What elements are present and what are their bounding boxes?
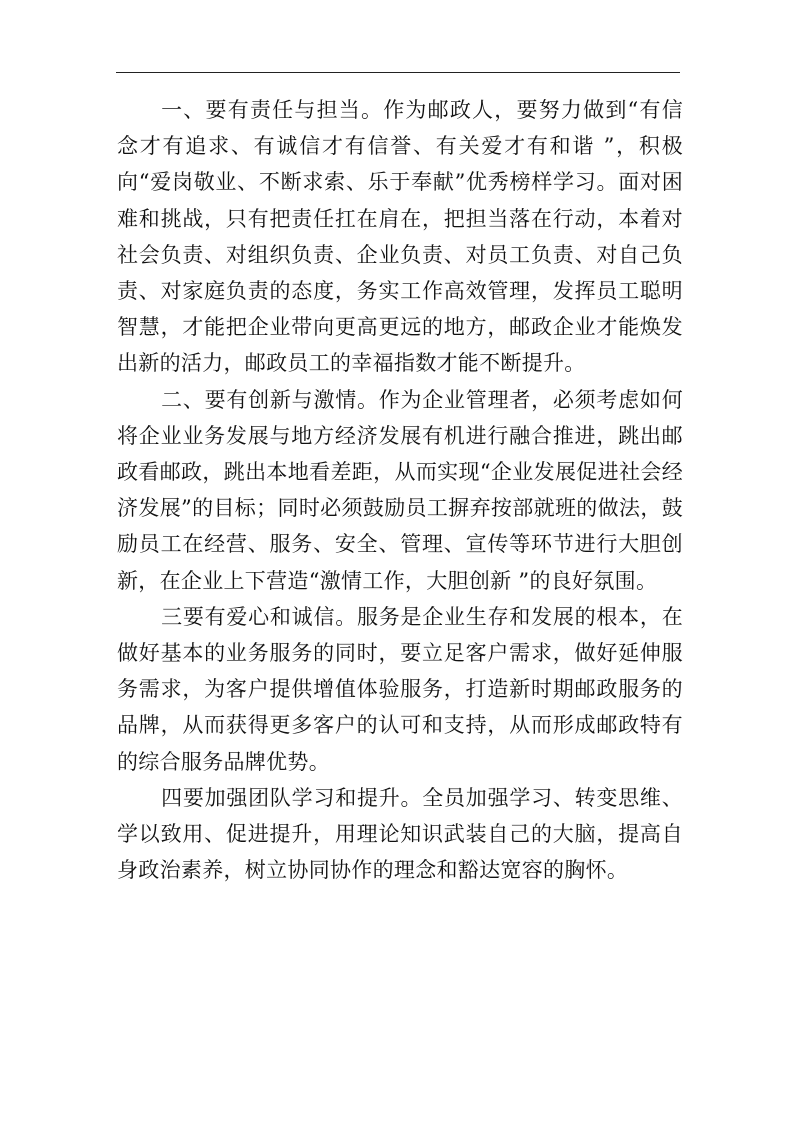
document-body (117, 92, 683, 888)
paragraph-innovation: 二、要有创新与激情。作为企业管理者，必须考虑如何将企业业务发展与地方经济发展有机进行融合推进，跳出邮政看邮政，跳出本地看差距，从而实现“企业发展促进社会经济发展”的目标；同时必须鼓励员工摒弃按部就班的做法，鼓励员工在经营、服务、安全、管理、宣传等环节进行大胆创新，在企业上下营造“激情工作，大胆创新 ”的良好氛围。 (117, 387, 683, 593)
header-rule (116, 72, 680, 73)
paragraph-team-learning: 四要加强团队学习和提升。全员加强学习、转变思维、学以致用、促进提升，用理论知识武装自己的大脑，提高自身政治素养，树立协同协作的理念和豁达宽容的胸怀。 (117, 785, 683, 883)
paragraph-integrity: 三要有爱心和诚信。服务是企业生存和发展的根本，在做好基本的业务服务的同时，要立足客户需求，做好延伸服务需求，为客户提供增值体验服务，打造新时期邮政服务的品牌，从而获得更多客户的认可和支持，从而形成邮政特有的综合服务品牌优势。 (117, 604, 683, 774)
paragraph-responsibility: 一、要有责任与担当。作为邮政人，要努力做到“有信念才有追求、有诚信才有信誉、有关爱才有和谐 ”，积极向“爱岗敬业、不断求索、乐于奉献”优秀榜样学习。面对困难和挑战，只有把责任扛在肩在，把担当落在行动，本着对社会负责、对组织负责、企业负责、对员工负责、对自己负责、对家庭负责的态度，务实工作高效管理，发挥员工聪明智慧，才能把企业带向更高更远的地方，邮政企业才能焕发出新的活力，邮政员工的幸福指数才能不断提升。 (117, 98, 683, 376)
